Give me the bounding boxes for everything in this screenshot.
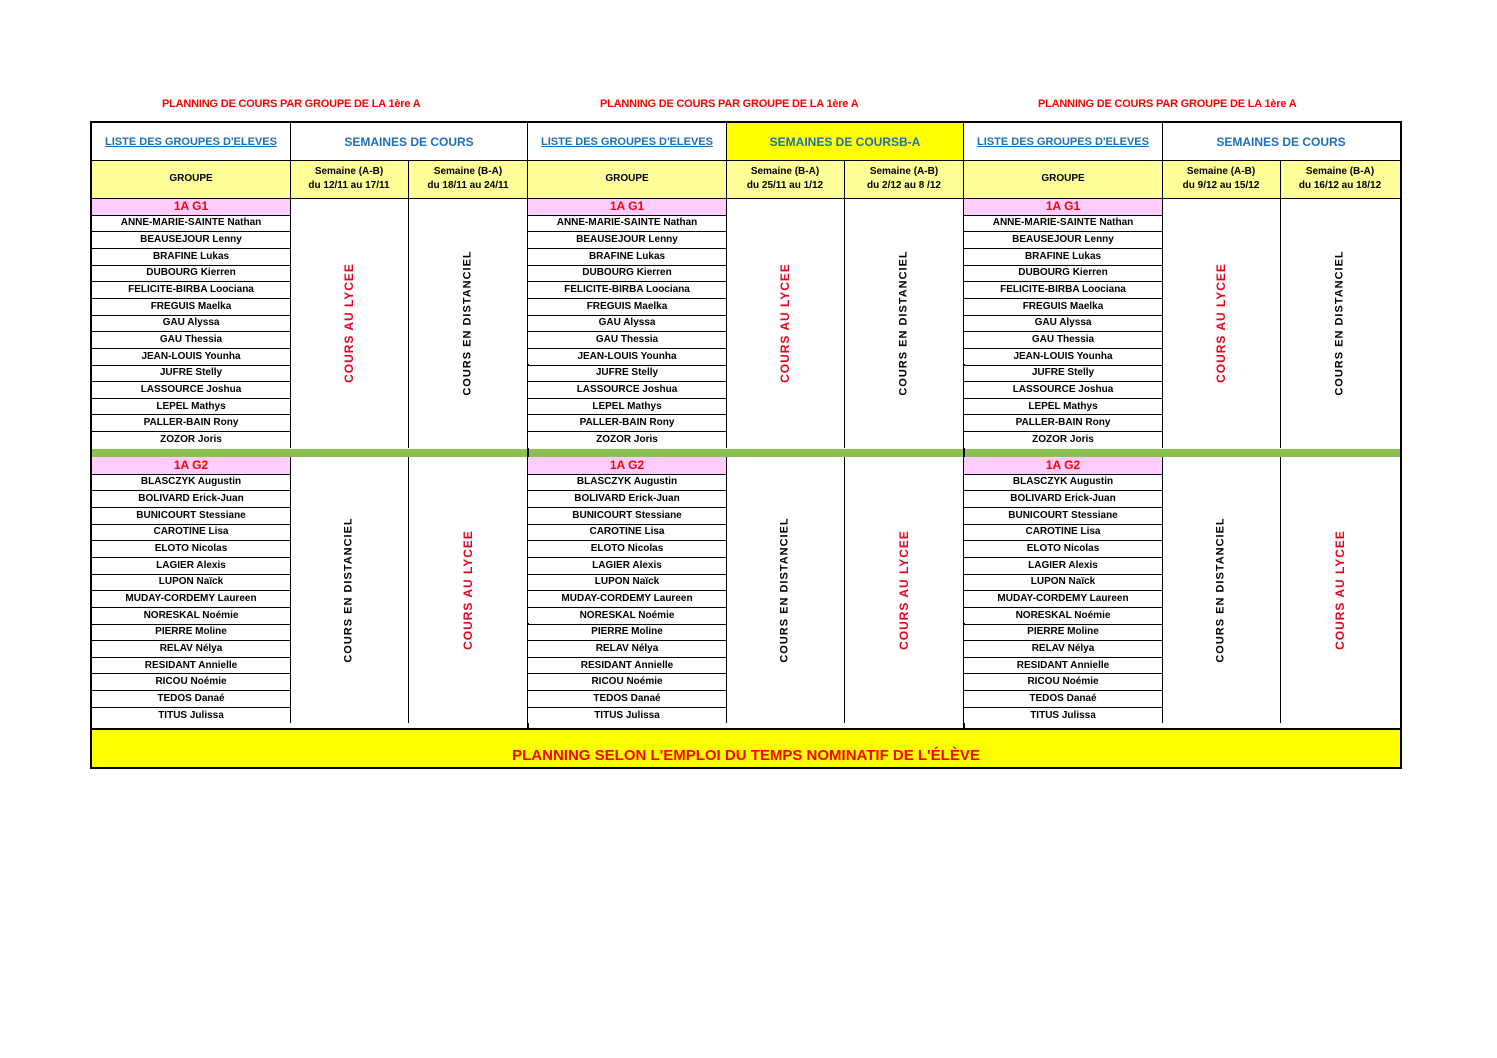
week-dates: du 2/12 au 8 /12 [867, 180, 941, 191]
student-row: CAROTINE Lisa [964, 524, 1162, 541]
grid-line [290, 198, 291, 448]
grid-line [528, 315, 726, 316]
grid-line [528, 673, 726, 674]
student-row: JUFRE Stelly [92, 365, 290, 382]
grid-line [964, 431, 1162, 432]
student-row: GAU Alyssa [528, 315, 726, 332]
grid-line [528, 398, 726, 399]
week-dates: du 12/11 au 17/11 [308, 180, 390, 191]
week-header-1 [726, 160, 844, 198]
grid-line [528, 690, 726, 691]
schedule-cell-week-1 [290, 457, 408, 723]
student-row: LEPEL Mathys [964, 398, 1162, 415]
grid-line [844, 198, 845, 448]
group-name: 1A G2 [92, 457, 290, 474]
grid-line [528, 381, 726, 382]
grid-line [92, 398, 290, 399]
student-row: TITUS Julissa [92, 707, 290, 724]
student-row: JEAN-LOUIS Younha [528, 348, 726, 365]
week-label: Semaine (A-B) [869, 166, 939, 177]
schedule-cell-week-2 [844, 198, 964, 448]
student-row: ANNE-MARIE-SAINTE Nathan [964, 215, 1162, 232]
schedule-mode-label: COURS EN DISTANCIEL [1215, 517, 1227, 663]
group-name: 1A G1 [92, 198, 290, 215]
student-row: RESIDANT Annielle [528, 657, 726, 674]
student-row: RELAV Nélya [92, 640, 290, 657]
grid-line [964, 231, 1162, 232]
student-row: LAGIER Alexis [528, 557, 726, 574]
student-row: PALLER-BAIN Rony [964, 414, 1162, 431]
grid-line [726, 123, 727, 198]
week-dates: du 16/12 au 18/12 [1298, 180, 1382, 191]
student-row: BLASCZYK Augustin [92, 474, 290, 491]
page-titles [90, 98, 1402, 114]
schedule-mode-label: COURS EN DISTANCIEL [1334, 250, 1346, 396]
student-row: LAGIER Alexis [964, 557, 1162, 574]
student-row: PALLER-BAIN Rony [92, 414, 290, 431]
student-row: PIERRE Moline [528, 624, 726, 641]
grid-line [92, 381, 290, 382]
grid-line [528, 298, 726, 299]
student-row: TEDOS Danaé [92, 690, 290, 707]
grid-line [92, 331, 290, 332]
student-row: GAU Alyssa [92, 315, 290, 332]
planning-table [90, 121, 1402, 769]
student-row: BEAUSEJOUR Lenny [964, 231, 1162, 248]
grid-line [92, 414, 290, 415]
grid-line [528, 574, 726, 575]
student-row: LASSOURCE Joshua [528, 381, 726, 398]
grid-line [528, 624, 726, 625]
grid-line [964, 474, 1162, 475]
block-title-3: PLANNING DE COURS PAR GROUPE DE LA 1ère A [1038, 98, 1297, 110]
student-row: FELICITE-BIRBA Loociana [528, 281, 726, 298]
student-row: ELOTO Nicolas [528, 540, 726, 557]
student-row: DUBOURG Kierren [964, 265, 1162, 282]
grid-line [92, 490, 290, 491]
grid-line [964, 657, 1162, 658]
week-header-2 [844, 160, 964, 198]
grid-line [964, 690, 1162, 691]
grid-line [964, 248, 1162, 249]
grid-line [92, 557, 290, 558]
grid-line [964, 331, 1162, 332]
group-name: 1A G2 [528, 457, 726, 474]
grid-line [528, 281, 726, 282]
grid-line [1280, 457, 1281, 723]
grid-line [964, 298, 1162, 299]
groupe-column-header: GROUPE [92, 160, 290, 198]
student-row: LASSOURCE Joshua [964, 381, 1162, 398]
grid-line [964, 707, 1162, 708]
grid-line [92, 231, 290, 232]
student-row: FREGUIS Maelka [964, 298, 1162, 315]
schedule-mode-label: COURS AU LYCEE [1214, 262, 1229, 383]
schedule-block-2 [528, 123, 966, 728]
list-header: LISTE DES GROUPES D'ELEVES [964, 123, 1162, 160]
week-dates: du 9/12 au 15/12 [1182, 180, 1260, 191]
grid-line [92, 673, 290, 674]
grid-line [92, 707, 290, 708]
grid-line [964, 215, 1162, 216]
grid-line [528, 414, 726, 415]
student-row: CAROTINE Lisa [92, 524, 290, 541]
grid-line [408, 160, 409, 198]
student-row: FREGUIS Maelka [92, 298, 290, 315]
grid-line [92, 474, 290, 475]
student-row: MUDAY-CORDEMY Laureen [528, 590, 726, 607]
schedule-mode-label: COURS EN DISTANCIEL [462, 250, 474, 396]
grid-line [844, 457, 845, 723]
student-row: JUFRE Stelly [964, 365, 1162, 382]
schedule-cell-week-1 [1162, 198, 1280, 448]
grid-line [964, 590, 1162, 591]
week-header-2 [1280, 160, 1400, 198]
student-row: TITUS Julissa [528, 707, 726, 724]
grid-line [92, 607, 290, 608]
grid-line [528, 557, 726, 558]
schedule-block-1 [92, 123, 530, 728]
student-row: BLASCZYK Augustin [964, 474, 1162, 491]
week-label: Semaine (A-B) [314, 166, 384, 177]
student-row: RELAV Nélya [528, 640, 726, 657]
grid-line [92, 540, 290, 541]
grid-line [964, 365, 1162, 366]
grid-line [964, 398, 1162, 399]
student-row: BOLIVARD Erick-Juan [92, 490, 290, 507]
grid-line [528, 490, 726, 491]
grid-line [92, 248, 290, 249]
student-row: TEDOS Danaé [528, 690, 726, 707]
student-row: DUBOURG Kierren [528, 265, 726, 282]
schedule-cell-week-2 [408, 198, 528, 448]
grid-line [528, 707, 726, 708]
grid-line [528, 265, 726, 266]
student-row: NORESKAL Noémie [964, 607, 1162, 624]
grid-line [1280, 198, 1281, 448]
week-label: Semaine (B-A) [433, 166, 503, 177]
grid-line [92, 298, 290, 299]
grid-line [1162, 123, 1163, 198]
block-title-1: PLANNING DE COURS PAR GROUPE DE LA 1ère A [162, 98, 421, 110]
grid-line [528, 474, 726, 475]
weeks-header: SEMAINES DE COURSB-A [726, 123, 964, 160]
grid-line [964, 381, 1162, 382]
grid-line [92, 574, 290, 575]
grid-line [92, 160, 528, 161]
student-row: MUDAY-CORDEMY Laureen [964, 590, 1162, 607]
groupe-column-header: GROUPE [528, 160, 726, 198]
student-row: BRAFINE Lukas [92, 248, 290, 265]
grid-line [964, 265, 1162, 266]
grid-line [528, 431, 726, 432]
grid-line [528, 160, 964, 161]
student-row: BEAUSEJOUR Lenny [92, 231, 290, 248]
student-row: JUFRE Stelly [528, 365, 726, 382]
grid-line [92, 690, 290, 691]
schedule-cell-week-2 [408, 457, 528, 723]
grid-line [92, 198, 528, 199]
grid-line [92, 524, 290, 525]
schedule-cell-week-1 [726, 198, 844, 448]
student-row: FELICITE-BIRBA Loociana [964, 281, 1162, 298]
grid-line [726, 457, 727, 723]
student-row: LUPON Naïck [964, 574, 1162, 591]
schedule-block-3 [964, 123, 1402, 728]
grid-line [964, 524, 1162, 525]
student-row: GAU Thessia [528, 331, 726, 348]
grid-line [528, 657, 726, 658]
student-row: BUNICOURT Stessiane [528, 507, 726, 524]
student-row: ELOTO Nicolas [964, 540, 1162, 557]
student-row: BOLIVARD Erick-Juan [964, 490, 1162, 507]
schedule-cell-week-1 [1162, 457, 1280, 723]
schedule-mode-label: COURS AU LYCEE [1332, 530, 1347, 651]
schedule-mode-label: COURS AU LYCEE [896, 530, 911, 651]
grid-line [726, 198, 727, 448]
grid-line [528, 590, 726, 591]
grid-line [964, 160, 1400, 161]
grid-line [92, 657, 290, 658]
student-row: PIERRE Moline [964, 624, 1162, 641]
list-header: LISTE DES GROUPES D'ELEVES [528, 123, 726, 160]
student-row: ZOZOR Joris [92, 431, 290, 448]
week-label: Semaine (A-B) [1186, 166, 1256, 177]
student-row: ANNE-MARIE-SAINTE Nathan [528, 215, 726, 232]
group-name: 1A G1 [528, 198, 726, 215]
footer-banner: PLANNING SELON L'EMPLOI DU TEMPS NOMINATIF DE L'ÉLÈVE [92, 728, 1400, 767]
grid-line [528, 248, 726, 249]
student-row: BEAUSEJOUR Lenny [528, 231, 726, 248]
student-row: BOLIVARD Erick-Juan [528, 490, 726, 507]
schedule-mode-label: COURS AU LYCEE [342, 262, 357, 383]
grid-line [964, 540, 1162, 541]
grid-line [92, 281, 290, 282]
schedule-mode-label: COURS AU LYCEE [778, 262, 793, 383]
grid-line [528, 524, 726, 525]
student-row: DUBOURG Kierren [92, 265, 290, 282]
student-row: BLASCZYK Augustin [528, 474, 726, 491]
schedule-cell-week-2 [1280, 457, 1400, 723]
student-row: RICOU Noémie [92, 673, 290, 690]
student-row: ZOZOR Joris [964, 431, 1162, 448]
student-row: LEPEL Mathys [528, 398, 726, 415]
grid-line [408, 457, 409, 723]
student-row: TITUS Julissa [964, 707, 1162, 724]
student-row: RESIDANT Annielle [964, 657, 1162, 674]
weeks-header: SEMAINES DE COURS [1162, 123, 1400, 160]
student-row: CAROTINE Lisa [528, 524, 726, 541]
grid-line [964, 281, 1162, 282]
student-row: LUPON Naïck [528, 574, 726, 591]
student-row: LASSOURCE Joshua [92, 381, 290, 398]
grid-line [528, 640, 726, 641]
grid-line [964, 640, 1162, 641]
schedule-cell-week-1 [726, 457, 844, 723]
student-row: RICOU Noémie [528, 673, 726, 690]
grid-line [528, 365, 726, 366]
schedule-mode-label: COURS EN DISTANCIEL [343, 517, 355, 663]
student-row: PIERRE Moline [92, 624, 290, 641]
grid-line [844, 160, 845, 198]
grid-line [92, 348, 290, 349]
grid-line [92, 640, 290, 641]
grid-line [92, 315, 290, 316]
schedule-cell-week-2 [844, 457, 964, 723]
grid-line [528, 215, 726, 216]
student-row: GAU Thessia [964, 331, 1162, 348]
student-row: ELOTO Nicolas [92, 540, 290, 557]
grid-line [92, 624, 290, 625]
grid-line [528, 331, 726, 332]
group-name: 1A G2 [964, 457, 1162, 474]
grid-line [964, 624, 1162, 625]
weeks-header: SEMAINES DE COURS [290, 123, 528, 160]
grid-line [92, 590, 290, 591]
student-row: MUDAY-CORDEMY Laureen [92, 590, 290, 607]
grid-line [964, 414, 1162, 415]
schedule-mode-label: COURS EN DISTANCIEL [779, 517, 791, 663]
grid-line [528, 231, 726, 232]
student-row: LEPEL Mathys [92, 398, 290, 415]
grid-line [528, 198, 964, 199]
student-row: RICOU Noémie [964, 673, 1162, 690]
student-row: ZOZOR Joris [528, 431, 726, 448]
week-dates: du 25/11 au 1/12 [746, 180, 824, 191]
student-row: PALLER-BAIN Rony [528, 414, 726, 431]
schedule-cell-week-1 [290, 198, 408, 448]
grid-line [964, 673, 1162, 674]
grid-line [528, 507, 726, 508]
grid-line [92, 215, 290, 216]
grid-line [528, 607, 726, 608]
grid-line [92, 431, 290, 432]
list-header: LISTE DES GROUPES D'ELEVES [92, 123, 290, 160]
student-row: NORESKAL Noémie [92, 607, 290, 624]
student-row: TEDOS Danaé [964, 690, 1162, 707]
student-row: NORESKAL Noémie [528, 607, 726, 624]
student-row: JEAN-LOUIS Younha [92, 348, 290, 365]
grid-line [964, 557, 1162, 558]
grid-line [964, 490, 1162, 491]
student-row: RESIDANT Annielle [92, 657, 290, 674]
week-dates: du 18/11 au 24/11 [427, 180, 509, 191]
student-row: BRAFINE Lukas [964, 248, 1162, 265]
student-row: GAU Alyssa [964, 315, 1162, 332]
grid-line [290, 457, 291, 723]
student-row: LAGIER Alexis [92, 557, 290, 574]
grid-line [964, 607, 1162, 608]
student-row: BUNICOURT Stessiane [964, 507, 1162, 524]
grid-line [964, 507, 1162, 508]
grid-line [408, 198, 409, 448]
student-row: BUNICOURT Stessiane [92, 507, 290, 524]
grid-line [1162, 457, 1163, 723]
group-name: 1A G1 [964, 198, 1162, 215]
grid-line [92, 365, 290, 366]
grid-line [528, 348, 726, 349]
student-row: LUPON Naïck [92, 574, 290, 591]
grid-line [290, 123, 291, 198]
grid-line [92, 507, 290, 508]
week-header-1 [1162, 160, 1280, 198]
student-row: ANNE-MARIE-SAINTE Nathan [92, 215, 290, 232]
schedule-cell-week-2 [1280, 198, 1400, 448]
block-title-2: PLANNING DE COURS PAR GROUPE DE LA 1ère A [600, 98, 859, 110]
week-header-2 [408, 160, 528, 198]
student-row: FREGUIS Maelka [528, 298, 726, 315]
student-row: BRAFINE Lukas [528, 248, 726, 265]
grid-line [1162, 198, 1163, 448]
grid-line [1280, 160, 1281, 198]
week-label: Semaine (B-A) [750, 166, 820, 177]
week-label: Semaine (B-A) [1305, 166, 1375, 177]
grid-line [964, 198, 1400, 199]
student-row: GAU Thessia [92, 331, 290, 348]
grid-line [528, 540, 726, 541]
grid-line [964, 348, 1162, 349]
student-row: RELAV Nélya [964, 640, 1162, 657]
student-row: FELICITE-BIRBA Loociana [92, 281, 290, 298]
schedule-mode-label: COURS AU LYCEE [460, 530, 475, 651]
schedule-mode-label: COURS EN DISTANCIEL [898, 250, 910, 396]
grid-line [964, 574, 1162, 575]
grid-line [92, 265, 290, 266]
groupe-column-header: GROUPE [964, 160, 1162, 198]
week-header-1 [290, 160, 408, 198]
grid-line [964, 315, 1162, 316]
student-row: JEAN-LOUIS Younha [964, 348, 1162, 365]
